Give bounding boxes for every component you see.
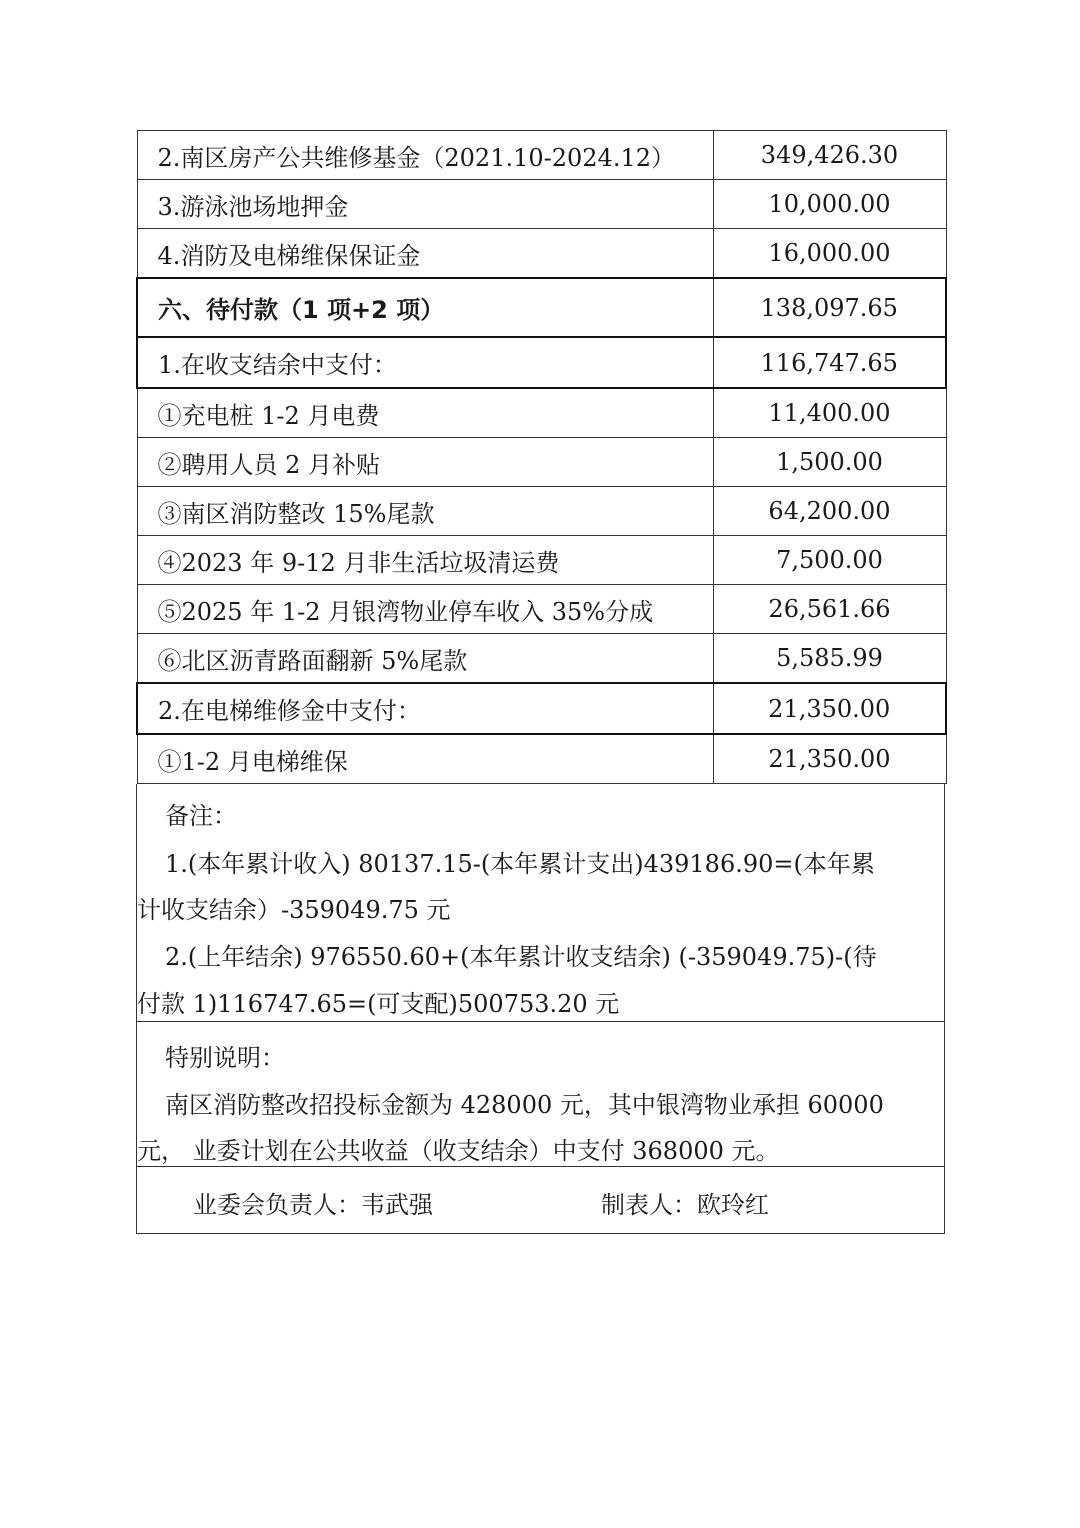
row-amount: 16,000.00 bbox=[713, 229, 946, 279]
row-amount: 10,000.00 bbox=[713, 180, 946, 229]
row-amount: 11,400.00 bbox=[713, 388, 946, 438]
notes-block bbox=[136, 784, 945, 1234]
row-amount: 116,747.65 bbox=[713, 337, 946, 388]
subtotal-row bbox=[137, 337, 946, 388]
table-row bbox=[137, 536, 946, 585]
section-header-row bbox=[137, 278, 946, 337]
row-item: ②聘用人员 2 月补贴 bbox=[137, 438, 713, 487]
payables-table bbox=[136, 130, 947, 784]
row-item: ⑥北区沥青路面翻新 5%尾款 bbox=[137, 634, 713, 684]
special-title: 特别说明： bbox=[165, 1044, 285, 1072]
table-row bbox=[137, 487, 946, 536]
signature-row bbox=[137, 1166, 944, 1233]
special-note-section bbox=[137, 1021, 944, 1166]
row-item: ①充电桩 1-2 月电费 bbox=[137, 388, 713, 438]
special-line: 元， 业委计划在公共收益（收支结余）中支付 368000 元。 bbox=[137, 1137, 780, 1165]
subtotal-row bbox=[137, 683, 946, 734]
row-amount: 349,426.30 bbox=[713, 131, 946, 180]
section-total: 138,097.65 bbox=[713, 278, 946, 337]
notes-line: 付款 1)116747.65=(可支配)500753.20 元 bbox=[137, 990, 620, 1018]
table-row bbox=[137, 131, 946, 180]
notes-line: 2.(上年结余) 976550.60+(本年累计收支结余) (-359049.75)-(待 bbox=[165, 943, 877, 971]
row-item: 2.南区房产公共维修基金（2021.10-2024.12） bbox=[137, 131, 713, 180]
row-item: 4.消防及电梯维保保证金 bbox=[137, 229, 713, 279]
notes-title: 备注： bbox=[165, 802, 237, 830]
row-item: 1.在收支结余中支付： bbox=[137, 337, 713, 388]
row-item: ①1-2 月电梯维保 bbox=[137, 734, 713, 784]
section-title: 六、待付款（1 项+2 项） bbox=[137, 278, 713, 337]
row-amount: 5,585.99 bbox=[713, 634, 946, 684]
table-row bbox=[137, 585, 946, 634]
row-item: 2.在电梯维修金中支付： bbox=[137, 683, 713, 734]
notes-section bbox=[137, 784, 944, 1021]
table-row bbox=[137, 734, 946, 784]
table-row bbox=[137, 438, 946, 487]
row-amount: 21,350.00 bbox=[713, 734, 946, 784]
row-item: ③南区消防整改 15%尾款 bbox=[137, 487, 713, 536]
row-amount: 21,350.00 bbox=[713, 683, 946, 734]
notes-line: 1.(本年累计收入) 80137.15-(本年累计支出)439186.90=(本年累 bbox=[165, 850, 875, 878]
table-preparer: 制表人：欧玲红 bbox=[601, 1191, 769, 1219]
financial-table-sheet bbox=[136, 130, 945, 1234]
special-line: 南区消防整改招投标金额为 428000 元，其中银湾物业承担 60000 bbox=[165, 1091, 884, 1119]
row-item: ④2023 年 9-12 月非生活垃圾清运费 bbox=[137, 536, 713, 585]
row-item: ⑤2025 年 1-2 月银湾物业停车收入 35%分成 bbox=[137, 585, 713, 634]
row-amount: 1,500.00 bbox=[713, 438, 946, 487]
table-row bbox=[137, 388, 946, 438]
row-amount: 26,561.66 bbox=[713, 585, 946, 634]
table-row bbox=[137, 634, 946, 684]
table-row bbox=[137, 180, 946, 229]
table-row bbox=[137, 229, 946, 279]
row-amount: 7,500.00 bbox=[713, 536, 946, 585]
notes-line: 计收支结余）-359049.75 元 bbox=[137, 896, 451, 924]
row-amount: 64,200.00 bbox=[713, 487, 946, 536]
row-item: 3.游泳池场地押金 bbox=[137, 180, 713, 229]
responsible-person: 业委会负责人：韦武强 bbox=[193, 1191, 433, 1219]
